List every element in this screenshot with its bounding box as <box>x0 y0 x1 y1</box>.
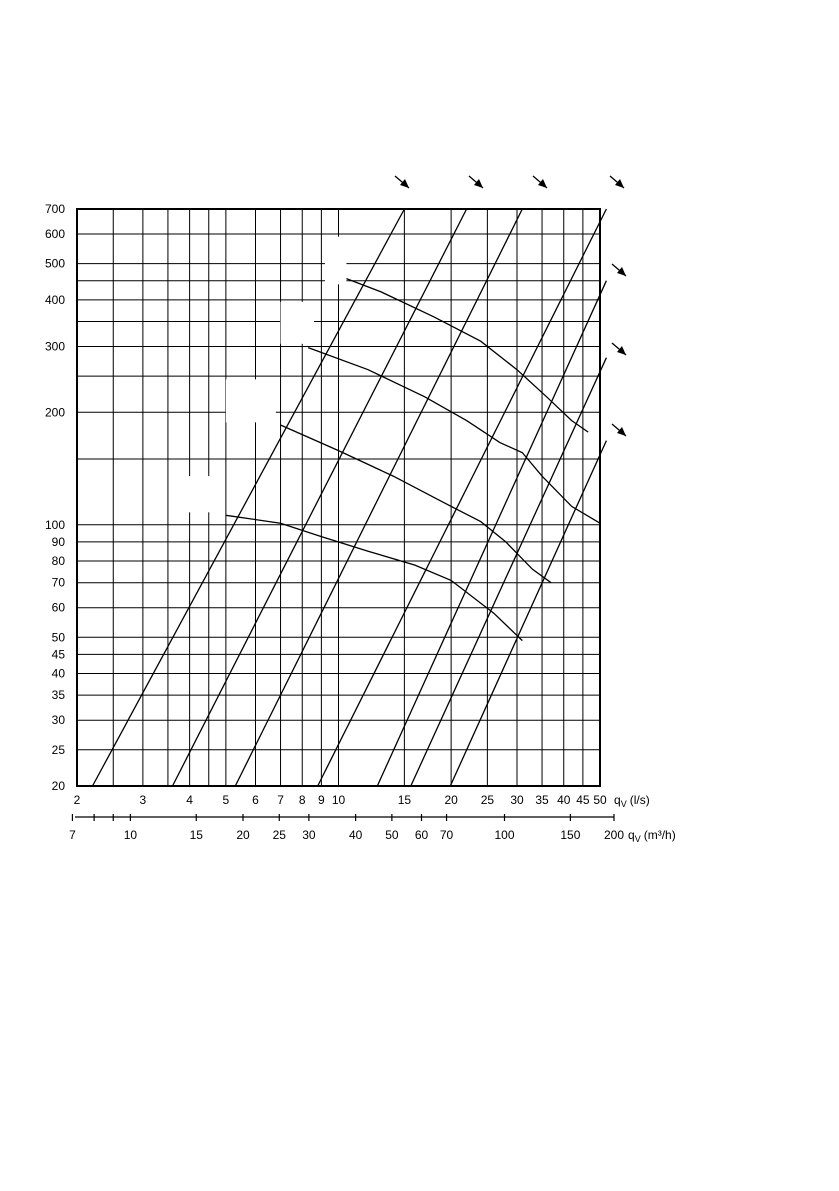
system-curve <box>93 209 405 786</box>
x2-tick-label: 20 <box>236 828 250 842</box>
y-tick-label: 600 <box>44 227 65 242</box>
x-tick-label: 10 <box>331 793 346 807</box>
y-tick-label: 40 <box>51 666 65 681</box>
blank-patch <box>325 237 346 285</box>
x-tick-label: 4 <box>186 793 193 807</box>
x-axis-label-m3h: $q_V$ (m³/h) <box>628 828 676 844</box>
x-axis-m3h <box>69 814 624 842</box>
y-tick-label: 500 <box>44 256 65 271</box>
x2-tick-label: 15 <box>189 828 203 842</box>
x-tick-label: 2 <box>73 793 81 807</box>
x2-tick-label: 50 <box>385 828 399 842</box>
performance-curve <box>308 348 600 524</box>
x-tick-label: 20 <box>444 793 458 807</box>
y-tick-label: 45 <box>51 647 65 662</box>
y-tick-label: 25 <box>51 742 65 757</box>
y-tick-label: 100 <box>44 517 65 532</box>
x-axis-ticks-ls <box>74 793 607 807</box>
x-tick-label: 15 <box>397 793 412 807</box>
x2-tick-label: 7 <box>69 828 76 842</box>
x-tick-label: 5 <box>222 793 230 807</box>
x-tick-label: 25 <box>480 793 495 807</box>
x-tick-label: 45 <box>576 793 590 807</box>
y-tick-label: 20 <box>51 779 65 793</box>
system-curve <box>411 358 607 786</box>
performance-curve <box>226 515 522 640</box>
blank-patch <box>173 476 223 512</box>
blank-patch <box>226 379 276 422</box>
arrow-head <box>400 179 409 188</box>
y-tick-label: 35 <box>51 688 65 703</box>
x2-tick-label: 25 <box>272 828 286 842</box>
arrow-head <box>474 179 483 188</box>
x2-tick-label: 70 <box>439 828 454 842</box>
arrow-head <box>615 179 624 188</box>
y-tick-label: 400 <box>44 292 65 307</box>
x-tick-label: 6 <box>252 793 259 807</box>
x2-tick-label: 10 <box>123 828 138 842</box>
y-tick-label: 700 <box>44 202 65 216</box>
x2-tick-label: 30 <box>302 828 316 842</box>
arrow-head <box>538 179 547 188</box>
y-axis-ticks <box>45 202 65 793</box>
y-tick-label: 50 <box>51 630 65 645</box>
y-tick-label: 300 <box>44 339 65 354</box>
arrow-head <box>617 346 626 355</box>
label-blank-patches <box>173 237 347 513</box>
x-tick-label: 35 <box>535 793 549 807</box>
x-axis-label-ls: $q_V$ (l/s) <box>614 793 650 809</box>
system-curve <box>235 209 522 786</box>
x-tick-label: 9 <box>318 793 325 807</box>
blank-patch <box>281 302 314 344</box>
y-tick-label: 90 <box>51 534 65 549</box>
y-tick-label: 80 <box>51 554 65 569</box>
y-tick-label: 30 <box>51 713 65 728</box>
gridlines <box>77 209 600 786</box>
arrow-head <box>617 427 626 436</box>
x2-tick-label: 60 <box>414 828 429 842</box>
performance-curve <box>337 275 588 432</box>
x-tick-label: 8 <box>298 793 306 807</box>
arrow-head <box>617 267 626 276</box>
x-tick-label: 40 <box>557 793 571 807</box>
x2-tick-label: 150 <box>560 828 581 842</box>
y-tick-label: 200 <box>44 405 65 420</box>
x2-tick-label: 200 <box>603 828 625 842</box>
y-tick-label: 70 <box>51 575 65 590</box>
x2-tick-label: 100 <box>494 828 515 842</box>
chart-curves <box>93 209 607 786</box>
x-tick-label: 30 <box>510 793 524 807</box>
curve-arrows <box>395 176 626 436</box>
x-tick-label: 3 <box>139 793 147 807</box>
x-tick-label: 7 <box>277 793 284 807</box>
y-tick-label: 60 <box>51 600 65 615</box>
system-curve <box>377 281 606 786</box>
x2-tick-label: 40 <box>348 828 363 842</box>
x-tick-label: 50 <box>593 793 607 807</box>
